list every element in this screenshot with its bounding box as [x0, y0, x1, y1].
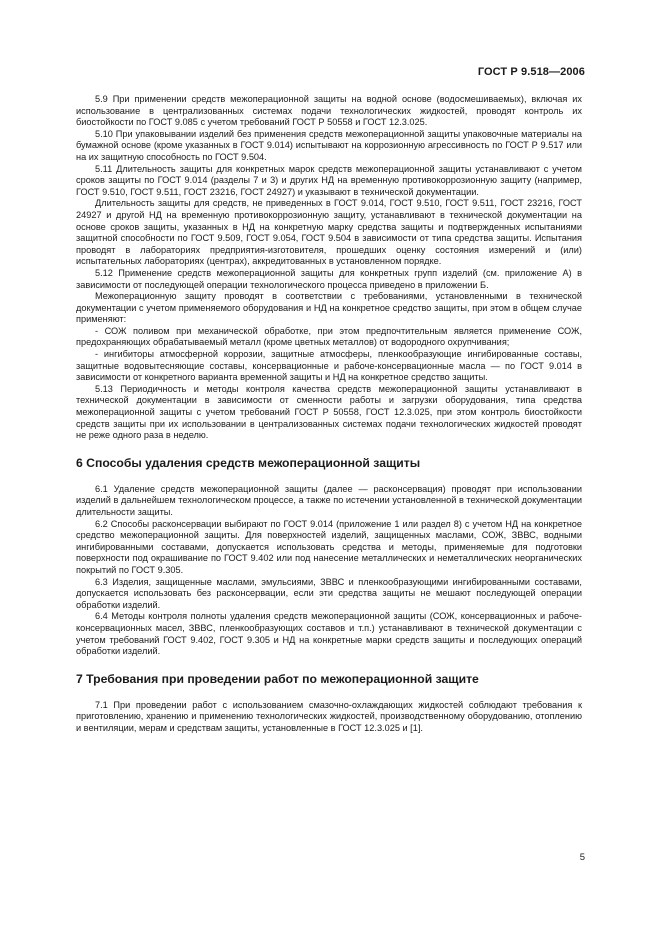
page-content [76, 94, 582, 735]
clause-6-4: 6.4 Методы контроля полноты удаления средств межоперационной защиты (СОЖ, консервационных и рабоче-консервационных масел, ЗВВС, пленкообразующих составов и т.п.) устанавливают в технической документации с учетом требований ГОСТ 9.402, ГОСТ 9.305 и НД на конкретные марки средств защиты и последующих операций обработки изделий. [76, 611, 582, 657]
clause-6-2: 6.2 Способы расконсервации выбирают по ГОСТ 9.014 (приложение 1 или раздел 8) с учетом НД на конкретное средство межоперационной защиты. Для поверхностей изделий, защищенных маслами, СОЖ, ЗВВС, водными ингибированными составами, допускается использовать средства и методы, применяемые для подготовки поверхности под окрашивание по ГОСТ 9.402 или под нанесение металлических и неметаллических неорганических покрытий по ГОСТ 9.305. [76, 518, 582, 575]
clause-5-9: 5.9 При применении средств межоперационной защиты на водной основе (водосмешиваемых), включая их использование в централизованных системах подачи технологических жидкостей, проводят контроль их биостойкости по ГОСТ 9.085 с учетом требований ГОСТ Р 50558 и ГОСТ 12.3.025. [76, 94, 582, 128]
section-6-heading: 6 Способы удаления средств межоперационной защиты [76, 455, 421, 470]
clause-6-3: 6.3 Изделия, защищенные маслами, эмульсиями, ЗВВС и пленкообразующими ингибированными составами, допускается использовать без расконсервации, если эти средства защиты не мешают последующей операции обработки изделий. [76, 576, 582, 610]
section-7-heading: 7 Требования при проведении работ по межоперационной защите [76, 671, 479, 686]
clause-5-10: 5.10 При упаковывании изделий без применения средств межоперационной защиты упаковочные материалы на бумажной основе (кроме указанных в ГОСТ 9.014) испытывают на коррозионную агрессивность по ГОСТ Р 9.517 или на их защитную способность по ГОСТ 9.504. [76, 128, 582, 162]
clause-5-12-intro: Межоперационную защиту проводят в соответствии с требованиями, установленными в технической документации с учетом применяемого оборудования и НД на конкретное средство защиты, при этом в общем случае применяют: [76, 291, 582, 325]
clause-5-11: 5.11 Длительность защиты для конкретных марок средств межоперационной защиты устанавливают с учетом сроков защиты по ГОСТ 9.014 (разделы 7 и 3) и других НД на временную противокоррозионную защиту (например, ГОСТ 9.510, ГОСТ 9.511, ГОСТ 23216, ГОСТ 24927) и указывают в технической документации. [76, 163, 582, 197]
list-item-soj: - СОЖ поливом при механической обработке, при этом предпочтительным является применение СОЖ, предохраняющих обрабатываемый металл (кроме цветных металлов) от водородного охрупчивания; [76, 325, 582, 348]
clause-5-11-duration: Длительность защиты для средств, не приведенных в ГОСТ 9.014, ГОСТ 9.510, ГОСТ 9.511, ГОСТ 23216, ГОСТ 24927 и другой НД на временную противокоррозионную защиту, устанавливают в технической документации на основе сроков защиты, указанных в НД на конкретную марку средства защиты и подтвержденных испытаниями защитной способности по ГОСТ 9.509, ГОСТ 9.054, ГОСТ 9.504 в зависимости от типа средства защиты. Испытания проводят в лабораториях предприятия-изготовителя, прошедших оценку состояния измерений и (или) испытательных лабораториях (центрах), аккредитованных в установленном порядке. [76, 198, 582, 267]
clause-5-12: 5.12 Применение средств межоперационной защиты для конкретных групп изделий (см. приложение А) в зависимости от последующей операции технологического процесса приведено в приложении Б. [76, 267, 582, 290]
clause-5-13: 5.13 Периодичность и методы контроля качества средств межоперационной защиты устанавливают в технической документации в зависимости от сменности работы и загрузки оборудования, типа средства межоперационной защиты с учетом требований ГОСТ Р 50558, ГОСТ 12.3.025, при этом контроль биостойкости средств защиты при их использовании в централизованных системах подачи технологических жидкостей проводят не реже одного раза в неделю. [76, 383, 582, 441]
page-number: 5 [579, 852, 585, 863]
clause-7-1: 7.1 При проведении работ с использованием смазочно-охлаждающих жидкостей соблюдают требования к приготовлению, хранению и применению технологических жидкостей, производственному оборудованию, отоплению и вентиляции, мерам и средствам защиты, установленные в ГОСТ 12.3.025 и [1]. [76, 699, 582, 733]
list-item-inhibitors: - ингибиторы атмосферной коррозии, защитные атмосферы, пленкообразующие ингибированные составы, защитные водовытесняющие составы, консервационные и рабоче-консервационные масла — по ГОСТ 9.014 в зависимости от конкретного варианта временной защиты и НД на конкретное средство защиты. [76, 349, 582, 383]
document-id-header: ГОСТ Р 9.518—2006 [477, 66, 585, 78]
clause-6-1: 6.1 Удаление средств межоперационной защиты (далее — расконсервация) проводят при использовании изделий в дальнейшем технологическом процессе, а также по истечении установленной в технической документации длительности защиты. [76, 483, 582, 517]
